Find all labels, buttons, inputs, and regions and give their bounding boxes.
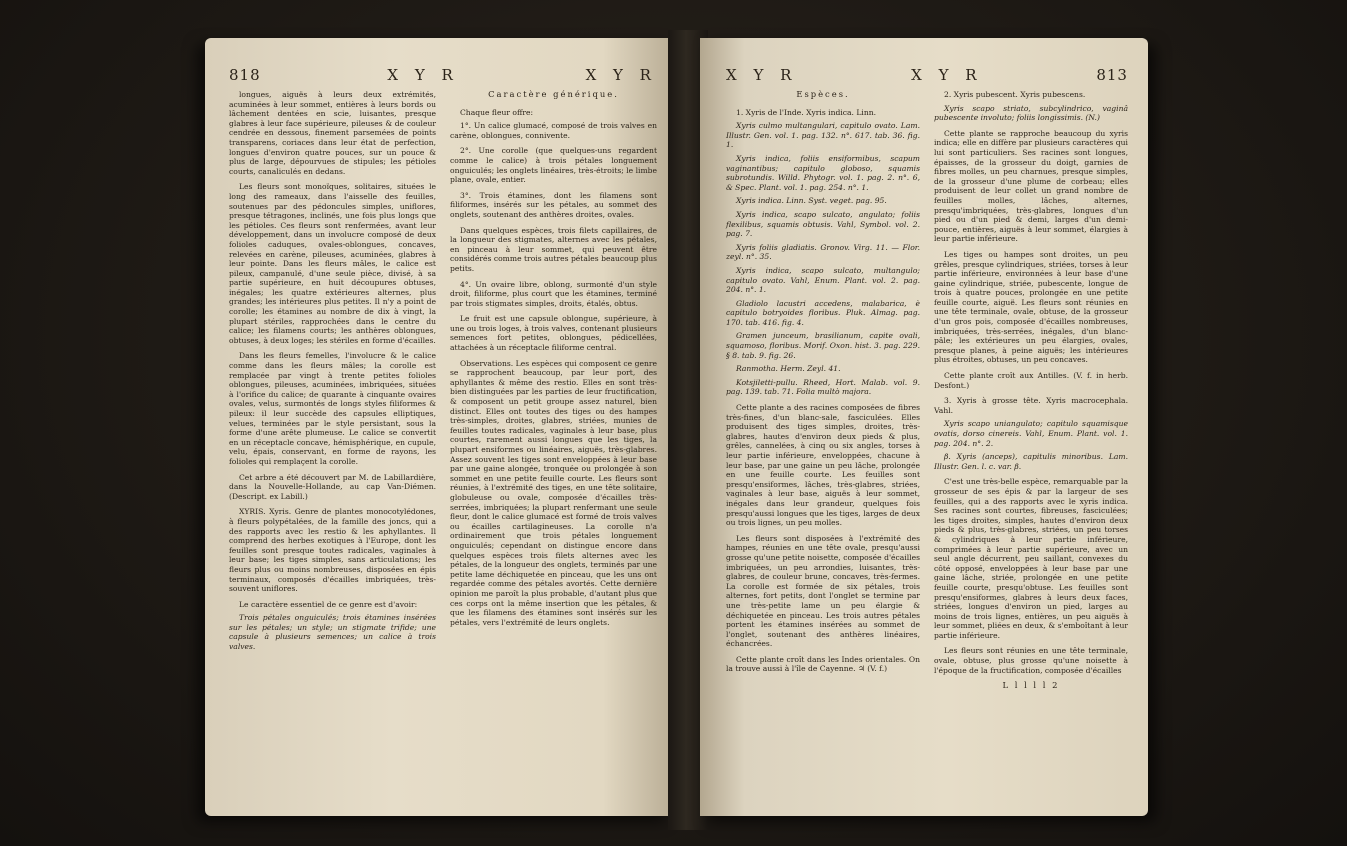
citation: Ranmotha. Herm. Zeyl. 41. xyxy=(736,364,841,374)
paragraph: 1°. Un calice glumacé, composé de trois valves en carène, oblongues, connivente. xyxy=(450,121,657,140)
right-column-1 xyxy=(726,90,920,699)
right-running-head-left: X Y R xyxy=(726,66,798,84)
left-column-2 xyxy=(450,90,657,658)
citation: Xyris culmo multangulari, capitulo ovato. Lam. Illustr. Gen. vol. 1. pag. 132. n°. 617. tab. 36. fig. 1. xyxy=(726,121,920,150)
paragraph: Le caractère essentiel de ce genre est d'avoir: xyxy=(239,599,418,609)
paragraph: Cette plante croît dans les Indes orientales. On la trouve aussi à l'île de Cayenne. ♃ (V. f.) xyxy=(726,654,920,674)
paragraph: longues, aiguës à leurs deux extrémités, acuminées à leur sommet, entières à leurs bords ou lâchement dentées en scie, luisantes, presque glabres à leur face supérieure, pileuses & de couleur cendrée en dessous, finement parsemées de points transparens, coriaces dans leur état de perfection, longues d'environ quatre pouces, sur un pouce & plus de large, dépourvues de stipules; les pétioles courts, canaliculés en dedans. xyxy=(229,90,436,176)
paragraph: Cette plante croît aux Antilles. (V. f. in herb. Desfont.) xyxy=(934,371,1128,390)
citation: Xyris indica. Linn. Syst. veget. pag. 95. xyxy=(736,196,887,206)
citation: Xyris indica, foliis ensiformibus, scapum vaginantibus; capitulo globoso, squamis subrotundis. Willd. Phytogr. vol. 1. pag. 2. n°. 6, & Spec. Plant. vol. 1. pag. 254. n°. 1. xyxy=(726,153,920,192)
citation: Xyris foliis gladiatis. Gronov. Virg. 11. — Flor. zeyl. n°. 35. xyxy=(726,242,920,262)
paragraph: Cette plante a des racines composées de fibres très-fines, d'un blanc-sale, fasciculées. Elles produisent des tiges simples, droites, très-glabres, hautes d'environ deux pieds & plus, grêles, cannelées, à cinq ou six angles, torses à leur partie inférieure, enveloppées, chacune à leur base, par une gaine un peu lâche, prolongée en une feuille courte. Les feuilles sont presqu'ensiformes, lâches, très-glabres, striées, vaginales à leur base, aiguës à leur sommet, inégales dans leur grandeur, quelques fois presqu'aussi longues que les tiges, larges de deux ou trois lignes, un peu molles. xyxy=(726,403,920,528)
page-signature: L l l l l 2 xyxy=(1002,680,1060,691)
left-column-1 xyxy=(229,90,436,658)
paragraph: 3°. Trois étamines, dont les filamens sont filiformes, insérés sur les pétales, au sommet des onglets, soutenant des anthères droites, ovales. xyxy=(450,190,657,219)
paragraph: Dans les fleurs femelles, l'involucre & le calice comme dans les fleurs mâles; la corolle est remplacée par vingt à trente petites folioles oblongues, pileuses, acuminées, imbriquées, situées à l'orifice du calice; de quarante à cinquante ovaires ovales, velus, surmontés de longs styles filiformes & pileux: il leur succède des capsules elliptiques, velues, terminées par le style persistant, sous la forme d'une arête plumeuse. Le calice se convertit en un réceptacle concave, hémisphérique, en cupule, velu, épais, conservant, en forme de rayons, les folioles qui remplaçent la corolle. xyxy=(229,351,436,466)
species-heading: 3. Xyris à grosse tête. Xyris macrocephala. Vahl. xyxy=(934,396,1128,415)
paragraph: XYRIS. Xyris. Genre de plantes monocotylédones, à fleurs polypétalées, de la famille des joncs, qui a des rapports avec les restio & les aphyllantes. Il comprend des herbes exotiques à l'Europe, dont les feuilles sont presque toutes radicales, vaginales à leur base; les tiges simples, sans articulations; les fleurs plus ou moins nombreuses, disposées en épis terminaux, composés d'écailles imbriquées, très-souvent uniflores. xyxy=(229,507,436,594)
paragraph: Cet arbre a été découvert par M. de Labillardière, dans la Nouvelle-Hollande, au cap Van-Diémen. (Descript. ex Labill.) xyxy=(229,472,436,501)
paragraph: Les fleurs sont réunies en une tête terminale, ovale, obtuse, plus grosse qu'une noisette à l'époque de la fructification, composée d'écailles xyxy=(934,646,1128,675)
species-heading: 1. Xyris de l'Inde. Xyris indica. Linn. xyxy=(736,107,877,117)
left-page-number: 818 xyxy=(229,66,261,84)
paragraph: Chaque fleur offre: xyxy=(460,107,534,117)
paragraph: 4°. Un ovaire libre, oblong, surmonté d'un style droit, filiforme, plus court que les étamines, terminé par trois stigmates simples, droits, étalés, obtus. xyxy=(450,279,657,308)
paragraph: 2°. Une corolle (que quelques-uns regardent comme le calice) à trois pétales longuement onguiculés; les onglets linéaires, très-étroits; le limbe plane, ovale, entier. xyxy=(450,146,657,185)
citation: Kotsjiletti-pullu. Rheed, Hort. Malab. vol. 9. pag. 139. tab. 71. Folia multò majora. xyxy=(726,377,920,397)
right-page-number: 813 xyxy=(1096,66,1128,84)
right-running-head: X Y R xyxy=(911,66,983,84)
left-running-head: X Y R xyxy=(387,66,459,84)
left-page xyxy=(205,38,673,816)
paragraph: Les tiges ou hampes sont droites, un peu grêles, presque cylindriques, striées, torses à leur partie inférieure, environnées à leur base d'une gaine cylindrique, striée, pubescente, longue de trois à quatre pouces, prolongée en une petite feuille courte, aiguë. Les fleurs sont réunies en une tête terminale, ovale, obtuse, de la grosseur d'un gros pois, composée d'écailles nombreuses, imbriquées, très-serrées, inégales, d'un blanc-pâle; les extérieures un peu élargies, ovales, presque planes, à peine aiguës; les intérieures plus étroites, obtuses, un peu concaves. xyxy=(934,249,1128,365)
paragraph: Les fleurs sont disposées à l'extrémité des hampes, réunies en une tête ovale, presqu'aussi grosse qu'une petite noisette, composée d'écailles imbriquées, un peu arrondies, luisantes, très-glabres, de couleur brune, concaves, très-fermes. La corolle est formée de six pétales, trois alternes, fort petits, dont l'onglet se termine par une très-petite lame un peu élargie & déchiquetée en pinceau. Les trois autres pétales portent les étamines insérées au sommet de l'onglet, soutenant des anthères linéaires, échancrées. xyxy=(726,533,920,649)
citation: Gladiolo lacustri accedens, malabarica, è capitulo botryoides floribus. Pluk. Almag. pag. 170. tab. 416. fig. 4. xyxy=(726,298,920,327)
citation: Xyris indica, scapo sulcato, angulato; foliis flexilibus, squamis obtusis. Vahl, Symbol. vol. 2. pag. 7. xyxy=(726,209,920,239)
left-running-head-right: X Y R xyxy=(585,66,657,84)
citation: Xyris scapo striato, subcylindrico, vaginâ pubescente involuto; foliis longissimis. (N.) xyxy=(934,103,1128,123)
left-page-header xyxy=(229,66,657,84)
paragraph: C'est une très-belle espèce, remarquable par la grosseur de ses épis & par la largeur de ses feuilles, qui a des rapports avec le xyris indica. Ses racines sont courtes, fibreuses, fasciculées; les tiges droites, simples, hautes d'environ deux pieds & plus, très-glabres, striées, un peu torses & cylindriques à leur partie inférieure, comprimées à leur partie supérieure, avec un seul angle décurrent, peu saillant, convexes du côté opposé, enveloppées à leur base par une gaine lâche, striée, prolongée en une petite feuille courte, presqu'obtuse. Les feuilles sont presqu'ensiformes, glabres à leurs deux faces, striées, longues d'environ un pied, larges au moins de trois lignes, entières, un peu aiguës à leur sommet, pliées en deux, & s'emboîtant à leur partie inférieure. xyxy=(934,477,1128,640)
paragraph: Les fleurs sont monoïques, solitaires, situées le long des rameaux, dans l'aisselle des feuilles, soutenues par des pédoncules simples, uniflores, presque tétragones, inclinés, une fois plus longs que les pétioles. Ces fleurs sont renfermées, avant leur développement, dans un involucre composé de deux folioles caduques, ovales-oblongues, concaves, relevées en carène, pileuses, acuminées, glabres à leur pointe. Dans les fleurs mâles, le calice est pileux, campanulé, d'une seule pièce, divisé, à sa partie supérieure, en huit découpures obtuses, inégales; les quatre extérieures alternes, plus grandes; les intérieures plus petites. Il n'y a point de corolle; les étamines au nombre de dix à vingt, la plupart stériles, rapprochées dans le centre du calice; les filamens courts; les anthères oblongues, obtuses, à deux loges; les stériles en forme d'écailles. xyxy=(229,182,436,345)
paragraph: Cette plante se rapproche beaucoup du xyris indica; elle en diffère par plusieurs caractères qui lui sont particuliers. Ses racines sont longues, épaisses, de la grosseur du doigt, garnies de fibres molles, un peu charnues, presque simples, de la grosseur d'une plume de corbeau; elles produisent de leur collet un grand nombre de feuilles molles, lâches, alternes, presqu'imbriquées, très-glabres, longues d'un pied ou d'un pied & demi, larges d'un demi-pouce, entières, aiguës à leur sommet, élargies à leur partie inférieure. xyxy=(934,128,1128,244)
citation: β. Xyris (anceps), capitulis minoribus. Lam. Illustr. Gen. l. c. var. β. xyxy=(934,452,1128,471)
right-page-header xyxy=(726,66,1128,84)
paragraph: Trois pétales onguiculés; trois étamines insérées sur les pétales; un style; un stigmate trifide; une capsule à plusieurs semences; un calice à trois valves. xyxy=(229,613,436,652)
section-heading: Caractère générique. xyxy=(488,89,619,99)
citation: Gramen junceum, brasilianum, capite ovali, squamoso, floribus. Morif. Oxon. hist. 3. pag. 229. § 8. tab. 9. fig. 26. xyxy=(726,331,920,360)
species-heading: 2. Xyris pubescent. Xyris pubescens. xyxy=(944,90,1086,99)
citation: Xyris scapo uniangulato; capitulo squamisque ovatis, dorso cinereis. Vahl, Enum. Plant. vol. 1. pag. 204. n°. 2. xyxy=(934,419,1128,448)
right-page xyxy=(700,38,1148,816)
citation: Xyris indica, scapo sulcato, multangulo; capitulo ovato. Vahl, Enum. Plant. vol. 2. pag. 204. n°. 1. xyxy=(726,265,920,295)
right-column-2 xyxy=(934,90,1128,699)
section-heading: Espèces. xyxy=(796,89,850,99)
paragraph: Observations. Les espèces qui composent ce genre se rapprochent beaucoup, par leur port, des aphyllantes & même des restio. Elles en sont très-bien distinguées par les parties de leur fructification, & composent un petit groupe assez naturel, bien distinct. Elles ont toutes des tiges ou des hampes très-simples, droites, glabres, striées, munies de feuilles toutes radicales, vaginales à leur base, plus courtes, rarement aussi longues que les tiges, la plupart ensiformes ou linéaires, aiguës, très-glabres. Assez souvent les tiges sont enveloppées à leur base par une gaine alongée, tronquée ou prolongée à son sommet en une petite feuille courte. Les fleurs sont réunies, à l'extrémité des tiges, en une tête solitaire, globuleuse ou ovale, composée d'écailles très-serrées, imbriquées; la plupart renfermant une seule fleur, dont le calice glumacé est formé de trois valves ou écailles cartilagineuses. La corolle n'a ordinairement que trois pétales longuement onguiculés; cependant on distingue encore dans quelques espèces trois filets alternes avec les pétales, de la longueur des onglets, terminés par une petite lame déchiquetée en pinceau, que les uns ont regardée comme des pétales avortés. Cette dernière opinion me paroît la plus probable, d'autant plus que ces corps ont la même insertion que les pétales, & que les filamens des étamines sont insérés sur les pétales, vers l'extrémité de leurs onglets. xyxy=(450,358,657,627)
paragraph: Le fruit est une capsule oblongue, supérieure, à une ou trois loges, à trois valves, contenant plusieurs semences fort petites, oblongues, pédicellées, attachées à un réceptacle filiforme central. xyxy=(450,314,657,353)
paragraph: Dans quelques espèces, trois filets capillaires, de la longueur des stigmates, alternes avec les pétales, en pinceau à leur sommet, qui peuvent être considérés comme trois autres pétales beaucoup plus petits. xyxy=(450,225,657,273)
